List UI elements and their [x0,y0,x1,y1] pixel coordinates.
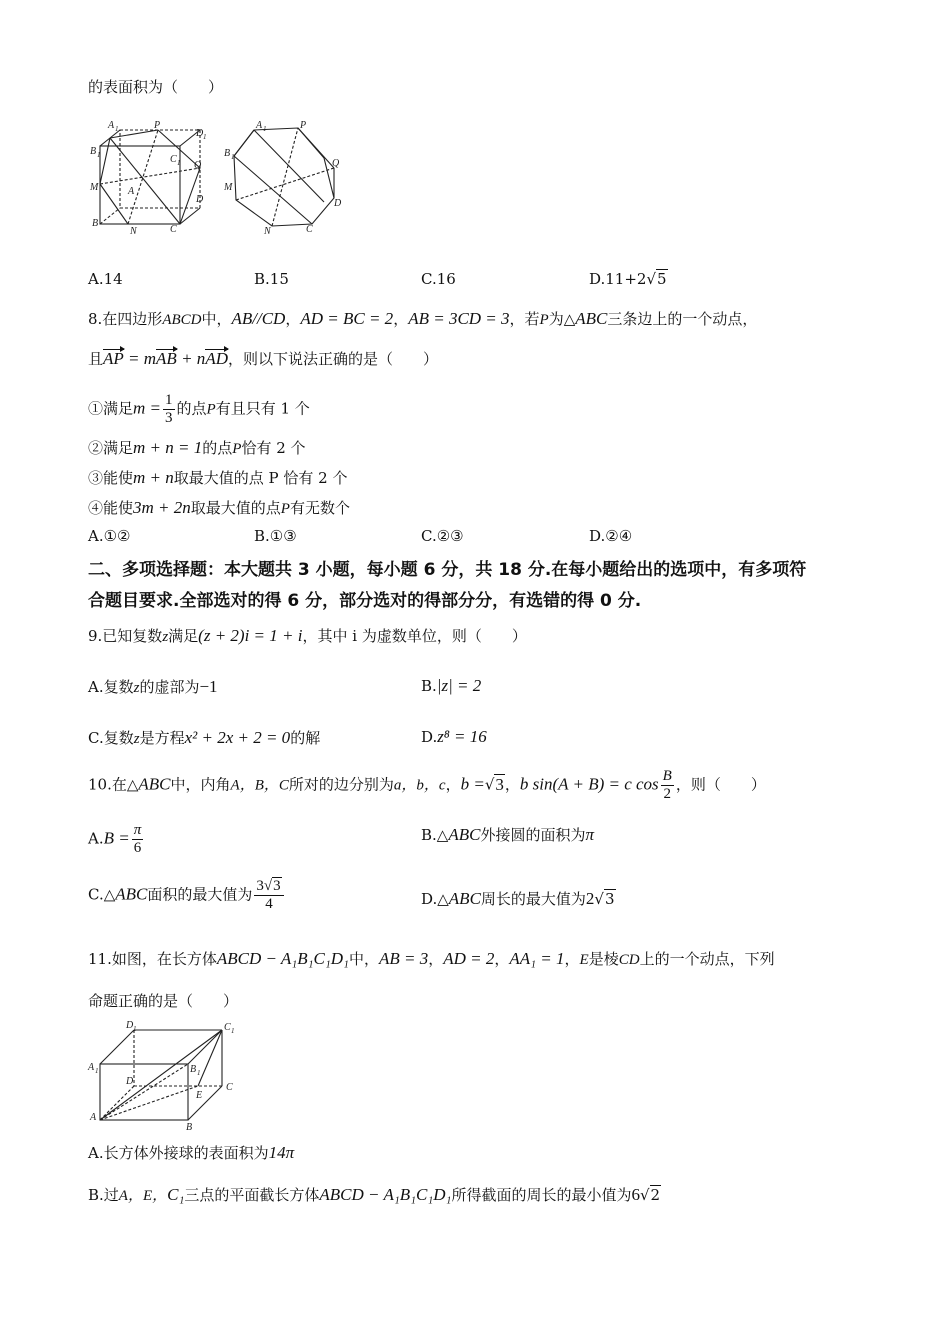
q9-option-a: A.复数z的虚部为−1 [88,677,218,696]
svg-text:D: D [334,198,342,209]
svg-text:1: 1 [97,151,101,159]
svg-text:Q: Q [332,158,340,169]
q10-option-b: B.△ABC外接圆的面积为π [421,825,594,844]
q8-option-d: D.②④ [589,527,633,545]
svg-text:1: 1 [197,1069,201,1077]
svg-text:P: P [300,120,307,131]
svg-text:B: B [190,1064,197,1075]
q10-option-d: D.△ABC周长的最大值为2√3 [421,889,615,908]
svg-text:1: 1 [231,1027,235,1035]
svg-text:C: C [224,1022,231,1033]
svg-text:M: M [90,182,99,193]
svg-text:1: 1 [203,133,207,141]
svg-text:B: B [90,146,97,157]
q8-option-b: B.①③ [254,527,297,545]
q10-option-a: A.B = $\frac{\pi}{6}$ [88,822,142,856]
svg-text:E: E [196,1090,203,1101]
q8-stem-line2: 且AP = mAB + nAD，则以下说法正确的是（ ） [88,349,438,368]
q11-stem-line2: 命题正确的是（ ） [88,992,239,1010]
q11-option-a: A.长方体外接球的表面积为14π [88,1143,295,1162]
q9-option-b: B.|z| = 2 [421,676,482,695]
section2-heading-line2: 合题目要求.全部选对的得 6 分，部分选对的得部分分，有选错的得 0 分. [88,591,642,611]
q7-figure-polyhedron [224,118,349,238]
svg-text:C: C [170,154,177,165]
q11-fig-label-D1: D [126,1020,134,1031]
q8-option-a: A.①② [88,527,131,545]
q10-option-c: C.△ABC面积的最大值为 $\frac{3√3}{4}$ [88,878,286,913]
q10-stem: 10.在△ABC中，内角A，B，C所对的边分别为a，b，c，b =√3，b sin(A + B) = c cos $\frac{B}{2}$ ，则（ ） [88,768,766,802]
svg-text:1: 1 [95,1067,99,1075]
svg-text:N: N [264,226,271,237]
svg-text:1: 1 [231,153,235,161]
q7-fig1-label-A1: A [108,120,115,131]
svg-text:B: B [186,1122,193,1133]
q7-option-c: C.16 [421,270,456,288]
svg-text:C: C [170,224,177,235]
svg-text:C: C [306,224,313,235]
section2-heading-line1: 二、多项选择题：本大题共 3 小题，每小题 6 分，共 18 分.在每小题给出的选项中，有多项符 [88,560,807,580]
q11-option-b: B.过A，E，C₁三点的平面截长方体ABCD − A₁B₁C₁D₁所得截面的周长的最小值为6√2 [88,1185,661,1204]
q8-option-c: C.②③ [421,527,464,545]
q8-statement-3: ③能使m + n取最大值的点 P 恰有 2 个 [88,468,348,487]
q9-option-d: D.z⁸ = 16 [421,727,487,746]
svg-text:1: 1 [115,125,119,133]
q8-statement-1: ①满足m = $\frac{1}{3}$ 的点P有且只有 1 个 [88,392,310,426]
svg-text:B: B [224,148,231,159]
q9-stem: 9.已知复数z满足(z + 2)i = 1 + i，其中 i 为虚数单位，则（ ） [88,626,527,645]
q8-statement-4: ④能使3m + 2n取最大值的点P有无数个 [88,498,350,517]
svg-text:A: A [88,1062,95,1073]
q7-option-b: B.15 [254,270,289,288]
svg-text:D: D [196,128,204,139]
svg-text:P: P [154,120,161,131]
svg-text:C: C [226,1082,233,1093]
svg-text:B: B [92,218,99,229]
svg-text:1: 1 [177,159,181,167]
q11-stem-line1: 11.如图，在长方体ABCD − A₁B₁C₁D₁中，AB = 3，AD = 2，AA₁ = 1，E是棱CD上的一个动点，下列 [88,949,775,968]
q7-option-d: D.11+2√5 [589,270,667,288]
svg-text:Q: Q [194,160,202,171]
q9-option-c: C.复数z是方程x² + 2x + 2 = 0的解 [88,728,321,747]
q11-figure-cuboid [86,1018,246,1133]
svg-text:D: D [196,194,204,205]
q8-stem-line1: 8.在四边形ABCD中，AB//CD，AD = BC = 2，AB = 3CD = 3，若P为△ABC三条边上的一个动点， [88,309,758,328]
q8-statement-2: ②满足m + n = 1的点P恰有 2 个 [88,438,306,457]
q7-figure-cube [88,118,208,238]
q7-option-a: A.14 [88,270,123,288]
svg-text:N: N [130,226,137,237]
q7-tail: 的表面积为（ ） [88,78,224,96]
svg-text:1: 1 [133,1025,137,1033]
svg-text:1: 1 [263,125,267,133]
q7-fig2-label-A1: A [256,120,263,131]
svg-text:M: M [224,182,233,193]
svg-text:D: D [126,1076,134,1087]
svg-text:A: A [128,186,135,197]
svg-text:A: A [90,1112,97,1123]
